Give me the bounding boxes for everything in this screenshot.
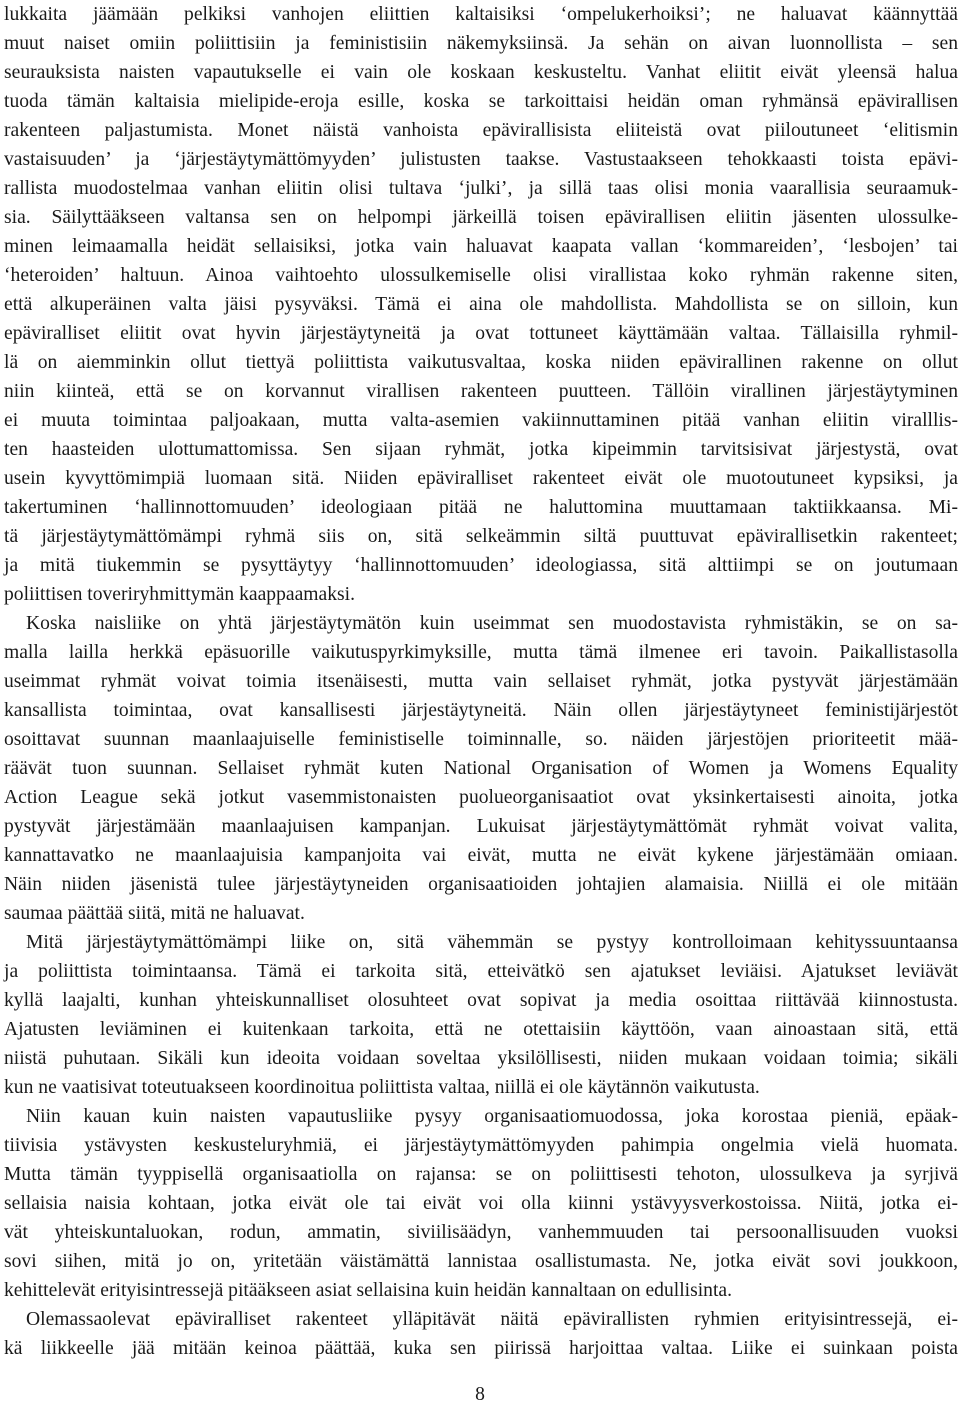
text-line: Näin niiden jäsenistä tulee järjestäytyneiden organisaatioiden johtajien alamaisia. Niillä ei ole mitään (4, 874, 958, 895)
paragraph (4, 1102, 958, 1305)
text-line: kehittelevät erityisintressejä pitääkseen asiat sellaisina kuin heidän kannaltaan on edullisinta. (4, 1280, 733, 1301)
paragraph (4, 928, 958, 1102)
text-line: lukkaita jäämään pelkiksi vanhojen eliittien kaltaisiksi ‘ompelukerhoiksi’; ne haluavat käännyttää (4, 4, 958, 25)
text-line: usein kyvyttömimpiä luomaan sitä. Niiden epäviralliset rakenteet eivät ole muotoutuneet kypsiksi, ja (4, 468, 958, 489)
page-number: 8 (475, 1384, 485, 1405)
text-line: ja mitä tiukemmin se pysyttäytyy ‘hallinnottomuuden’ ideologiassa, sitä alttiimpi se on joutumaan (4, 555, 958, 576)
text-line: ei muuta toimintaa paljoakaan, mutta valta-asemien vakiinnuttaminen pitää vanhan eliitin viralllis- (4, 410, 958, 431)
text-line: kannattavatko ne maanlaajuisia kampanjoita vai eivät, mutta ne eivät kykene järjestämään omiaan. (4, 845, 958, 866)
text-line: räävät tuon suunnan. Sellaiset ryhmät kuten National Organisation of Women ja Womens Equality (4, 758, 958, 779)
text-line: ‘heteroiden’ haltuun. Ainoa vaihtoehto ulossulkemiselle olisi virallistaa koko ryhmän rakenne siten, (4, 265, 958, 286)
text-line: että alkuperäinen valta jäisi pysyväksi. Tämä ei aina ole mahdollista. Mahdollista se on silloin, kun (4, 294, 958, 315)
text-line: ja poliittista toimintaansa. Tämä ei tarkoita sitä, etteivätkö sen ajatukset leviäisi. Ajatukset leviävät (4, 961, 958, 982)
text-line: kyllä laajalti, kunhan yhteiskunnalliset olosuhteet ovat sopivat ja media osoittaa riittävää kiinnostusta. (4, 990, 958, 1011)
text-line: seurauksista naisten vapautukselle ei vain ole koskaan keskusteltu. Vanhat eliitit eivät yleensä halua (4, 62, 958, 83)
text-line: Action League sekä jotkut vasemmistonaisten puolueorganisaatiot ovat yksinkertaisesti ainoita, jotka (4, 787, 958, 808)
text-line: ten haasteiden ulottumattomissa. Sen sijaan ryhmät, jotka kipeimmin tarvitsisivat järjestystä, ovat (4, 439, 958, 460)
text-line: Ajatusten leviäminen ei kuitenkaan tarkoita, että ne otettaisiin käyttöön, vaan ainoastaan sitä, että (4, 1019, 958, 1040)
text-line: tuoda tämän kaltaisia mielipide-eroja esille, koska se tarkoittaisi heidän oman ryhmänsä epävirallisen (4, 91, 958, 112)
text-line: rallista muodostelmaa vanhan eliitin olisi tultava ‘julki’, ja sillä taas olisi monia vaarallisia seuraamuk- (4, 178, 958, 199)
text-line: niistä puhutaan. Sikäli kun ideoita voidaan soveltaa yksilöllisesti, niiden mukaan voidaan toimia; sikäli (4, 1048, 958, 1069)
text-line: lä on aiemminkin ollut tiettyä poliittista vaikutusvaltaa, koska niiden epävirallinen rakenne on ollut (4, 352, 958, 373)
text-line: sovi siihen, mitä jo on, yritetään väistämättä lannistaa osallistumasta. Ne, jotka eivät sovi joukkoon, (4, 1251, 958, 1272)
text-line: tä järjestäytymättömämpi ryhmä siis on, sitä selkeämmin siltä puuttuvat epävirallisetkin rakenteet; (4, 526, 958, 547)
paragraph (4, 609, 958, 928)
text-line: Olemassaolevat epäviralliset rakenteet ylläpitävät näitä epävirallisten ryhmien erityisintressejä, ei- (26, 1309, 958, 1330)
text-line: epäviralliset eliitit ovat hyvin järjestäytyneitä ja ovat tottuneet käyttämään valtaa. Tällaisilla ryhmil- (4, 323, 958, 344)
text-line: sia. Säilyttääkseen valtansa sen on helpompi järkeillä toisen epävirallisen eliitin jäsenten ulossulke- (4, 207, 958, 228)
text-line: vät yhteiskuntaluokan, rodun, ammatin, siviilisäädyn, vanhemmuuden tai persoonallisuuden vuoksi (4, 1222, 958, 1243)
paragraph (4, 1305, 958, 1363)
text-line: kä liikkeelle jää mitään keinoa päättää, kuka sen piirissä harjoittaa valtaa. Liike ei suinkaan poista (4, 1338, 958, 1359)
text-line: Mutta tämän tyyppisellä organisaatiolla on rajansa: se on poliittisesti tehoton, ulossulkeva ja syrjivä (4, 1164, 958, 1185)
text-line: takertuminen ‘hallinnottomuuden’ ideologiaan pitää ne haluttomina muuttamaan taktiikkaansa. Mi- (4, 497, 958, 518)
text-line: poliittisen toveriryhmittymän kaappaamaksi. (4, 584, 355, 605)
text-line: saumaa päättää siitä, mitä ne haluavat. (4, 903, 305, 924)
text-line: useimmat ryhmät voivat toimia itsenäisesti, mutta vain sellaiset ryhmät, jotka pystyvät järjestämään (4, 671, 958, 692)
text-line: pystyvät järjestämään maanlaajuisen kampanjan. Lukuisat järjestäytymättömät ryhmät voivat valita, (4, 816, 958, 837)
text-line: niin kiinteä, että se on korvannut virallisen rakenteen puutteen. Tällöin virallinen järjestäytyminen (4, 381, 958, 402)
document-page (4, 0, 958, 1363)
text-line: kun ne vaatisivat toteutuakseen koordinoitua poliittista valtaa, niillä ei ole käytännön vaikutusta. (4, 1077, 760, 1098)
text-line: rakenteen paljastumista. Monet näistä vanhoista epävirallisista eliiteistä ovat piiloutuneet ‘elitismin (4, 120, 958, 141)
text-line: sellaisia naisia kohtaan, jotka eivät ole tai eivät voi olla kiinni ystävyysverkostoissa. Niitä, jotka ei- (4, 1193, 958, 1214)
text-line: kansallista toimintaa, ovat kansallisesti järjestäytyneitä. Näin ollen järjestäytyneet feministijärjestöt (4, 700, 958, 721)
text-line: osoittavat suunnan maanlaajuiselle feministiselle toiminnalle, so. näiden järjestöjen prioriteetit mää- (4, 729, 958, 750)
text-line: Mitä järjestäytymättömämpi liike on, sitä vähemmän se pystyy kontrolloimaan kehityssuuntaansa (26, 932, 958, 953)
text-line: muut naiset omiin poliittisiin ja feministisiin näkemyksiinsä. Ja sehän on aivan luonnollista – sen (4, 33, 958, 54)
text-line: Koska naisliike on yhtä järjestäytymätön kuin useimmat sen muodostavista ryhmistäkin, se on sa- (26, 613, 958, 634)
text-line: malla lailla herkkä epäsuorille vaikutuspyrkimyksille, mutta tämä ilmenee eri tavoin. Paikallistasolla (4, 642, 958, 663)
paragraph (4, 0, 958, 609)
text-line: vastaisuuden’ ja ‘järjestäytymättömyyden’ julistusten taakse. Vastustaakseen tehokkaasti toista epävi- (4, 149, 958, 170)
text-line: Niin kauan kuin naisten vapautusliike pysyy organisaatiomuodossa, joka korostaa pieniä, epäak- (26, 1106, 958, 1127)
text-line: tiivisia ystävysten keskusteluryhmiä, ei järjestäytymättömyyden pahimpia ongelmia vielä huomata. (4, 1135, 958, 1156)
text-line: minen leimaamalla heidät sellaisiksi, jotka vain haluavat kaapata vallan ‘kommareiden’, ‘lesbojen’ tai (4, 236, 958, 257)
